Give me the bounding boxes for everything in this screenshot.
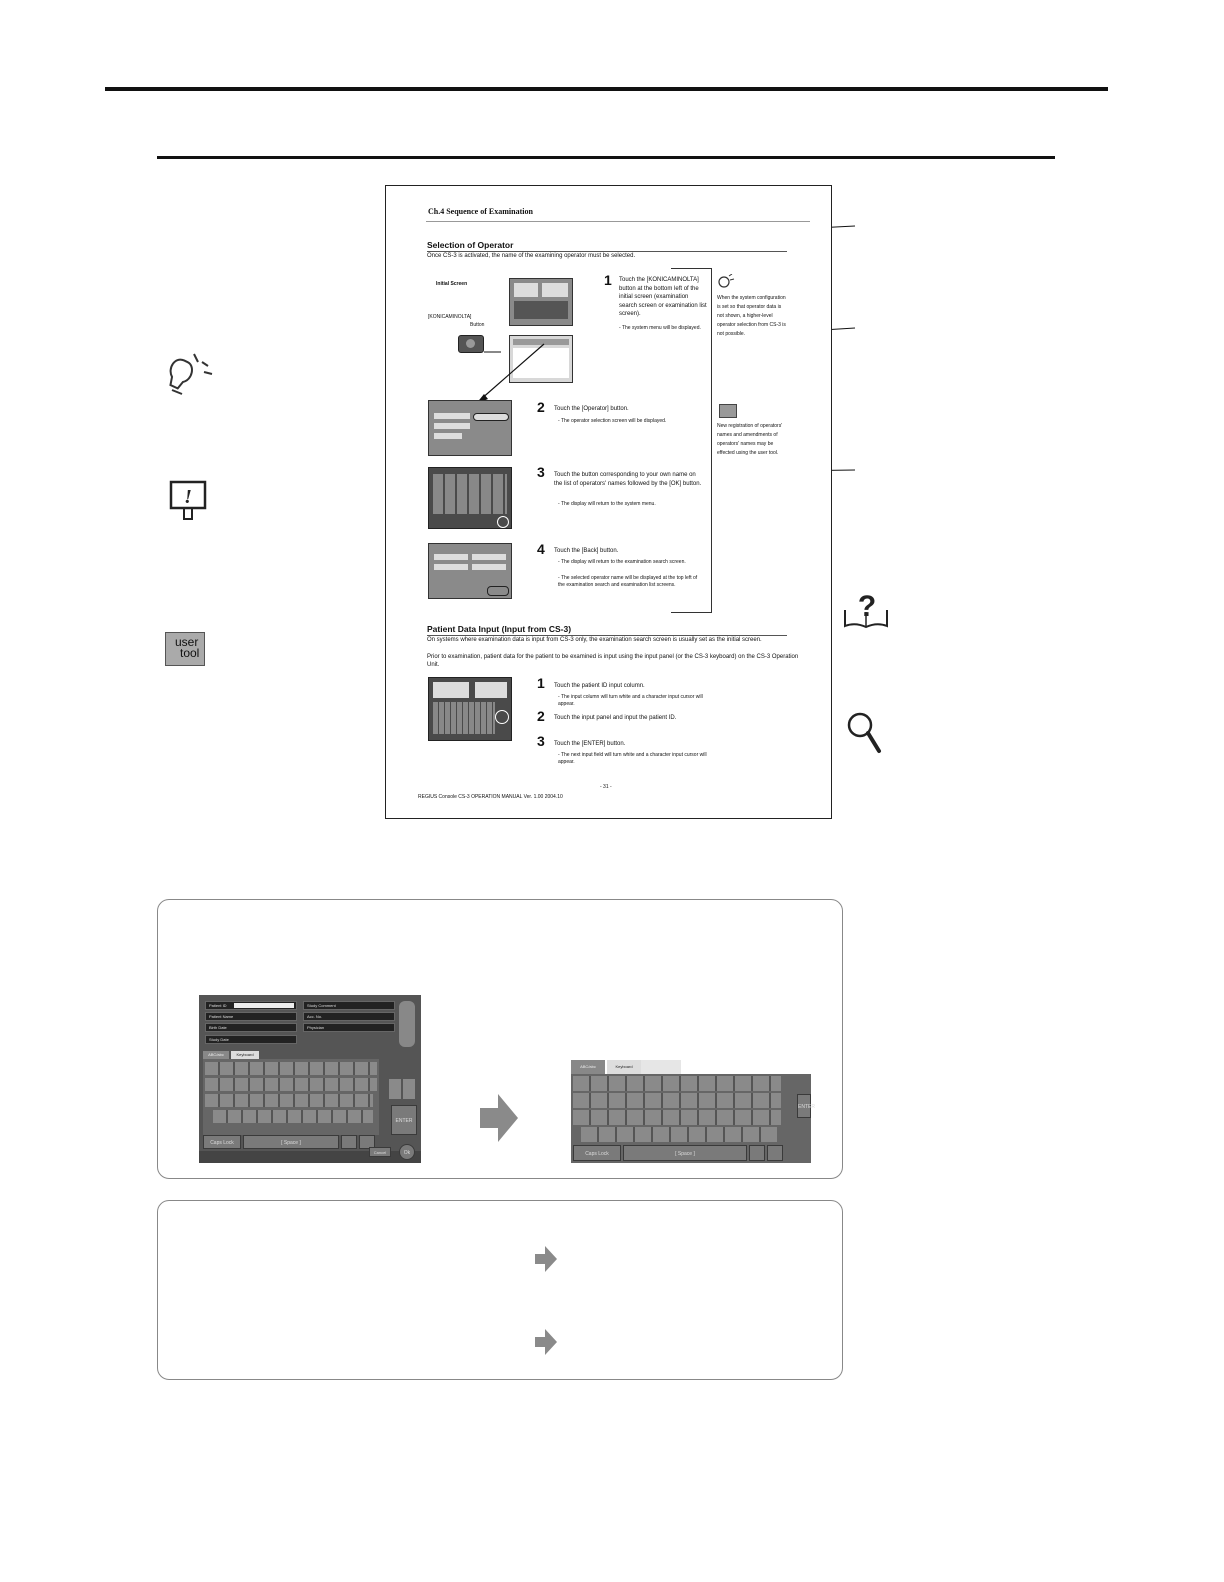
ok-button[interactable]: Ok [399, 1144, 415, 1160]
enter-key[interactable]: ENTER [797, 1094, 811, 1118]
key-left[interactable] [341, 1135, 357, 1149]
step-number: 2 [537, 399, 545, 415]
key-row[interactable] [581, 1127, 777, 1142]
thumb-arrow [466, 326, 586, 406]
cancel-button[interactable]: Cancel [369, 1147, 391, 1157]
user-tool-icon-text: tool [180, 646, 200, 660]
operator-list-thumb [428, 467, 512, 529]
tab-abc[interactable]: ABC/abc [203, 1051, 229, 1059]
step-bullet: - The input column will turn white and a character input cursor will appear. [558, 694, 703, 707]
arrow-right-icon [535, 1246, 557, 1272]
lightbulb-icon [717, 274, 735, 290]
step-text: Touch the patient ID input column. [554, 683, 645, 689]
step-number: 3 [537, 733, 545, 749]
study-comment-field: Study Comment [303, 1001, 395, 1010]
arrow-right-icon [535, 1329, 557, 1355]
section-intro: Once CS-3 is activated, the name of the examining operator must be selected. [427, 253, 636, 259]
step-text: Touch the [ENTER] button. [554, 741, 626, 747]
konicaminolta-label: [KONICAMINOLTA] [428, 314, 472, 320]
patient-input-thumb [428, 677, 512, 741]
back-screen-thumb [428, 543, 512, 599]
page-footer: REGIUS Console CS-3 OPERATION MANUAL Ver. 1.00 2004.10 [418, 794, 563, 800]
tab-keyboard[interactable]: Keyboard [607, 1060, 641, 1074]
steps-bracket [671, 268, 712, 613]
key-row[interactable] [573, 1093, 781, 1108]
step-number: 3 [537, 464, 545, 480]
space-key[interactable]: [ Space ] [243, 1135, 339, 1149]
step-bullet: - The selected operator name will be displayed at the top left of the examination search and examination list screens. [558, 575, 698, 588]
caps-lock-key[interactable]: Caps Lock [203, 1135, 241, 1149]
side-note-hint: When the system configuration is set so that operator data is not shown, a higher-level operator selection from CS-3 is not possible. [717, 295, 786, 337]
chapter-title: Ch.4 Sequence of Examination [428, 207, 533, 216]
key-row[interactable] [205, 1078, 377, 1091]
space-key[interactable]: [ Space ] [623, 1145, 747, 1161]
side-note-user-tool: New registration of operators' names and amendments of operators' names may be effected using the user tool. [717, 423, 783, 456]
key-row[interactable] [573, 1110, 781, 1125]
key-row[interactable] [205, 1094, 373, 1107]
small-keyboard [571, 1074, 815, 1163]
section-intro: On systems where examination data is input from CS-3 only, the examination search screen is usually set as the initial screen. [427, 637, 762, 643]
step-bullet: - The next input field will turn white and a character input cursor will appear. [558, 752, 707, 765]
page-number: - 31 - [600, 784, 612, 790]
step-text: Touch the [Back] button. [554, 548, 619, 554]
large-screen-image [199, 995, 421, 1163]
section-heading-patient-data: Patient Data Input (Input from CS-3) [427, 624, 572, 634]
user-tool-icon-text: user [175, 635, 199, 649]
step-text: Touch the [Operator] button. [554, 406, 629, 412]
step-text: Touch the input panel and input the patient ID. [554, 715, 677, 721]
svg-text:!: ! [184, 486, 192, 508]
tab-spacer [641, 1060, 681, 1074]
initial-screen-label: Initial Screen [436, 281, 468, 287]
chapter-rule [426, 221, 810, 222]
side-control[interactable] [399, 1001, 415, 1047]
section-intro: Prior to examination, patient data for the patient to be examined is input using the input panel (or the CS-3 keyboard) on the CS-3 Operation Unit. [427, 654, 799, 668]
step-number: 2 [537, 708, 545, 724]
study-date-field: Study Date [205, 1035, 297, 1044]
section-heading-operator: Selection of Operator [427, 240, 514, 250]
key-row[interactable] [213, 1110, 373, 1123]
procedure-box [157, 1200, 843, 1380]
enter-key[interactable]: ENTER [391, 1105, 417, 1135]
acc-no-field: Acc. No. [303, 1012, 395, 1021]
key-right[interactable] [767, 1145, 783, 1161]
step-bullet: - The display will return to the system menu. [558, 501, 656, 507]
nav-keys[interactable] [389, 1079, 417, 1099]
step-text: Touch the button corresponding to your own name on the list of operators' names followed by the [OK] button. [554, 472, 702, 487]
step-number: 1 [537, 675, 545, 691]
step-bullet: - The display will return to the examination search screen. [558, 559, 686, 565]
user-tool-icon [719, 404, 737, 418]
large-keyboard [203, 1059, 379, 1135]
patient-id-field: Patient ID [205, 1001, 297, 1010]
key-row[interactable] [573, 1076, 781, 1091]
key-left[interactable] [749, 1145, 765, 1161]
arrow-right-icon [480, 1094, 518, 1142]
step-number: 1 [604, 272, 612, 288]
birth-date-field: Birth Date [205, 1023, 297, 1032]
physician-field: Physician [303, 1023, 395, 1032]
caps-lock-key[interactable]: Caps Lock [573, 1145, 621, 1161]
step-bullet: - The system menu will be displayed. [619, 325, 701, 331]
step-number: 4 [537, 541, 545, 557]
operator-screen-thumb [428, 400, 512, 456]
svg-text:?: ? [857, 590, 877, 623]
key-row[interactable] [205, 1062, 377, 1075]
step-text: Touch the [KONICAMINOLTA] button at the bottom left of the initial screen (examination search screen or examination list screen). [619, 277, 707, 317]
button-label: Button [470, 322, 485, 328]
patient-name-field: Patient Name [205, 1012, 297, 1021]
tab-keyboard[interactable]: Keyboard [231, 1051, 259, 1059]
small-screen-image [571, 1060, 815, 1163]
step-bullet: - The operator selection screen will be displayed. [558, 418, 667, 424]
initial-screen-thumb [509, 278, 573, 326]
sample-manual-page [385, 185, 832, 819]
tab-abc[interactable]: ABC/abc [571, 1060, 605, 1074]
